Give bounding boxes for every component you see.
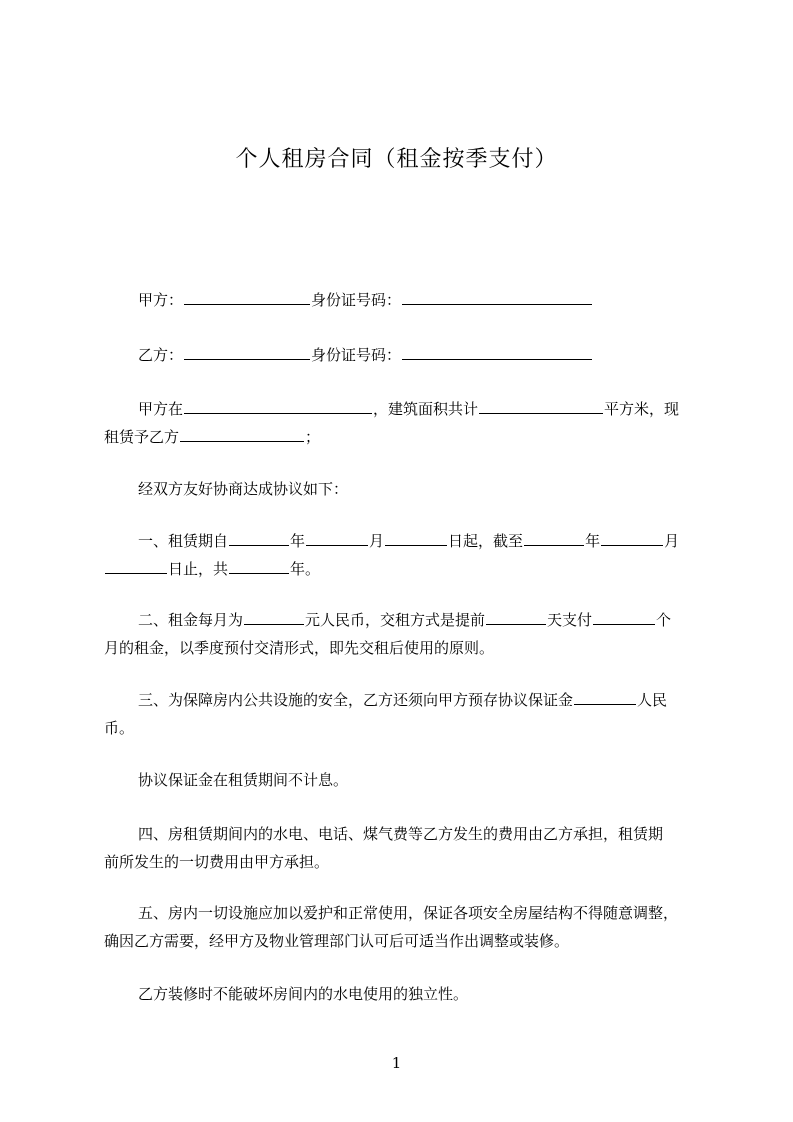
property-paragraph bbox=[104, 395, 704, 451]
clause-1 bbox=[104, 527, 704, 583]
clause-1-month: 月 bbox=[369, 532, 385, 550]
clause-4 bbox=[104, 820, 704, 876]
clause-2-currency: 元人民币，交租方式是提前 bbox=[305, 611, 486, 629]
party-a-name-blank bbox=[184, 289, 310, 305]
clause-2-rent-blank bbox=[244, 609, 304, 625]
property-tenant-blank bbox=[180, 426, 304, 442]
property-end: ； bbox=[305, 428, 321, 446]
deposit-note: 协议保证金在租赁期间不计息。 bbox=[138, 771, 349, 789]
clause-3-deposit-blank bbox=[574, 689, 636, 705]
clause-3-prefix: 三、为保障房内公共设施的安全，乙方还须向甲方预存协议保证金 bbox=[138, 691, 574, 709]
clause-1-end-day-blank bbox=[105, 558, 167, 574]
clause-1-end-month-blank bbox=[601, 530, 663, 546]
clause-4-line1: 四、房租赁期间内的水电、电话、煤气费等乙方发生的费用由乙方承担，租赁期 bbox=[138, 825, 664, 843]
document-title: 个人租房合同（租金按季支付） bbox=[235, 147, 558, 172]
clause-2-days-blank bbox=[486, 609, 546, 625]
clause-1-end-year-blank bbox=[524, 530, 584, 546]
party-b-line bbox=[104, 341, 704, 369]
property-address-blank bbox=[184, 398, 372, 414]
party-a-label: 甲方： bbox=[138, 291, 184, 309]
decoration-note: 乙方装修时不能破坏房间内的水电使用的独立性。 bbox=[138, 985, 469, 1003]
property-area-label: ，建筑面积共计 bbox=[373, 400, 479, 418]
clause-3-unit: 人民 bbox=[637, 691, 668, 709]
party-b-id-label: 身份证号码： bbox=[311, 346, 402, 364]
clause-1-day-start: 日起，截至 bbox=[448, 532, 524, 550]
clause-1-year: 年 bbox=[290, 532, 306, 550]
clause-2-prefix: 二、租金每月为 bbox=[138, 611, 244, 629]
clause-1-start-year-blank bbox=[229, 530, 289, 546]
clause-5-line2: 确因乙方需要，经甲方及物业管理部门认可后可适当作出调整或装修。 bbox=[104, 932, 570, 950]
clause-1-start-month-blank bbox=[306, 530, 368, 546]
clause-1-prefix: 一、租赁期自 bbox=[138, 532, 229, 550]
clause-4-line2: 前所发生的一切费用由甲方承担。 bbox=[104, 853, 330, 871]
page-number: 1 bbox=[391, 1054, 402, 1072]
clause-1-years-end: 年。 bbox=[290, 560, 321, 578]
property-prefix: 甲方在 bbox=[138, 400, 184, 418]
party-a-line bbox=[104, 286, 704, 314]
clause-1-total-years-blank bbox=[229, 558, 289, 574]
clause-2-line2: 月的租金，以季度预付交清形式，即先交租后使用的原则。 bbox=[104, 639, 495, 657]
clause-2-days-pay: 天支付 bbox=[547, 611, 593, 629]
party-b-id-blank bbox=[402, 344, 592, 360]
property-area-unit: 平方米，现 bbox=[604, 400, 680, 418]
party-b-label: 乙方： bbox=[138, 346, 184, 364]
clause-2-months-blank bbox=[593, 609, 655, 625]
clause-2 bbox=[104, 606, 704, 662]
agreement-intro: 经双方友好协商达成协议如下： bbox=[138, 480, 349, 498]
clause-1-year2: 年 bbox=[585, 532, 601, 550]
clause-1-start-day-blank bbox=[385, 530, 447, 546]
property-lease-to: 租赁予乙方 bbox=[104, 428, 180, 446]
party-b-name-blank bbox=[184, 344, 310, 360]
clause-1-month2: 月 bbox=[664, 532, 680, 550]
clause-3 bbox=[104, 686, 704, 742]
clause-1-day-end: 日止，共 bbox=[168, 560, 229, 578]
clause-5 bbox=[104, 899, 704, 955]
clause-2-unit: 个 bbox=[656, 611, 672, 629]
clause-3-line2: 币。 bbox=[104, 719, 135, 737]
party-a-id-label: 身份证号码： bbox=[311, 291, 402, 309]
party-a-id-blank bbox=[402, 289, 592, 305]
clause-5-line1: 五、房内一切设施应加以爱护和正常使用，保证各项安全房屋结构不得随意调整， bbox=[138, 904, 679, 922]
property-area-blank bbox=[479, 398, 603, 414]
